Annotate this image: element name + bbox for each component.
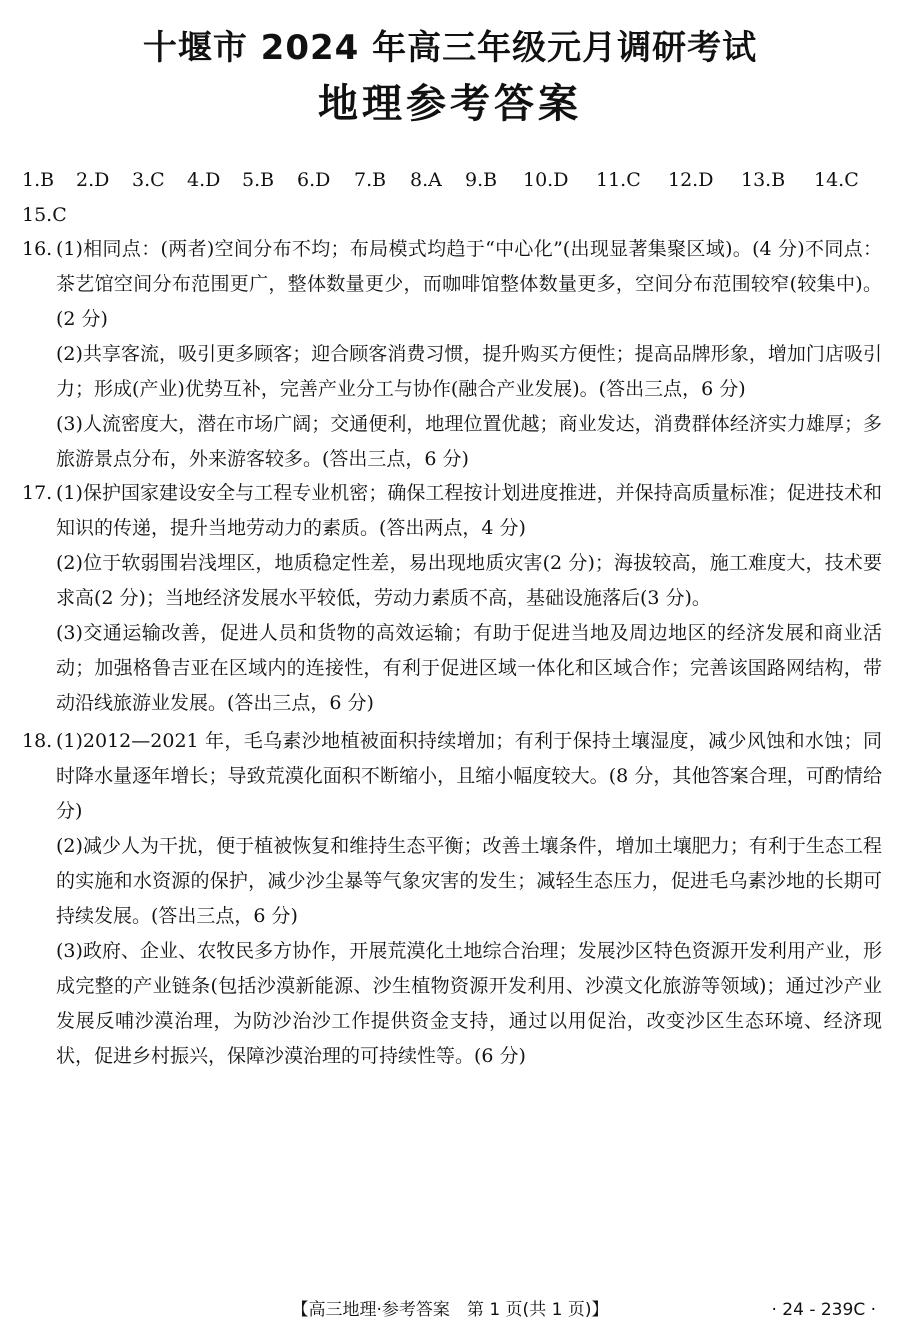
- question-18: [22, 724, 882, 1074]
- document-code: · 24 - 239C ·: [771, 1300, 876, 1320]
- multiple-choice-answers-row-1: [22, 166, 882, 194]
- answer-paragraph: (2)共享客流，吸引更多顾客；迎合顾客消费习惯，提升购买方便性；提高品牌形象，增加门店吸引力；形成(产业)优势互补，完善产业分工与协作(融合产业发展)。(答出三点，6 分): [56, 343, 882, 400]
- mc-answer: 5.B: [242, 169, 275, 191]
- answer-paragraph: (1)保护国家建设安全与工程专业机密；确保工程按计划进度推进，并保持高质量标准；促进技术和知识的传递，提升当地劳动力的素质。(答出两点，4 分): [56, 482, 882, 539]
- mc-answer: 2.D: [76, 169, 110, 191]
- multiple-choice-answers-row-2: [22, 201, 882, 229]
- question-16: [22, 232, 882, 477]
- mc-answer: 10.D: [523, 169, 569, 191]
- mc-answer: 1.B: [22, 169, 55, 191]
- answer-paragraph: (3)人流密度大，潜在市场广阔；交通便利，地理位置优越；商业发达，消费群体经济实力雄厚；多旅游景点分布，外来游客较多。(答出三点，6 分): [56, 413, 882, 470]
- answer-paragraph: (3)交通运输改善，促进人员和货物的高效运输；有助于促进当地及周边地区的经济发展和商业活动；加强格鲁吉亚在区域内的连接性，有利于促进区域一体化和区域合作；完善该国路网结构，带动沿线旅游业发展。(答出三点，6 分): [56, 622, 882, 714]
- question-number: 17.: [22, 482, 53, 504]
- page-footer: 【高三地理·参考答案 第 1 页(共 1 页)】: [291, 1300, 609, 1320]
- mc-answer: 8.A: [410, 169, 442, 191]
- mc-answer: 7.B: [354, 169, 387, 191]
- answer-key-title: 地理参考答案: [318, 81, 582, 127]
- question-number: 16.: [22, 238, 53, 260]
- answer-paragraph: (1)2012—2021 年，毛乌素沙地植被面积持续增加；有利于保持土壤湿度，减少风蚀和水蚀；同时降水量逐年增长；导致荒漠化面积不断缩小，且缩小幅度较大。(8 分，其他答案合理，可酌情给分): [56, 730, 882, 822]
- mc-answer: 3.C: [132, 169, 165, 191]
- mc-answer: 12.D: [668, 169, 714, 191]
- answer-paragraph: (1)相同点：(两者)空间分布不均；布局模式均趋于“中心化”(出现显著集聚区域)。(4 分)不同点：茶艺馆空间分布范围更广，整体数量更少，而咖啡馆整体数量更多，空间分布范围较窄(较集中)。(2 分): [56, 238, 882, 330]
- mc-answer: 4.D: [187, 169, 221, 191]
- exam-title: 十堰市 2024 年高三年级元月调研考试: [142, 28, 758, 68]
- question-number: 18.: [22, 730, 53, 752]
- mc-answer: 9.B: [465, 169, 498, 191]
- mc-answer: 6.D: [297, 169, 331, 191]
- mc-answer: 14.C: [814, 169, 859, 191]
- question-17: [22, 476, 882, 721]
- mc-answer: 15.C: [22, 204, 67, 226]
- mc-answer: 11.C: [596, 169, 641, 191]
- mc-answer: 13.B: [741, 169, 786, 191]
- answer-paragraph: (2)位于软弱围岩浅埋区，地质稳定性差，易出现地质灾害(2 分)；海拔较高，施工难度大，技术要求高(2 分)；当地经济发展水平较低，劳动力素质不高，基础设施落后(3 分)。: [56, 552, 882, 609]
- answer-paragraph: (2)减少人为干扰，便于植被恢复和维持生态平衡；改善土壤条件，增加土壤肥力；有利于生态工程的实施和水资源的保护，减少沙尘暴等气象灾害的发生；减轻生态压力，促进毛乌素沙地的长期可持续发展。(答出三点，6 分): [56, 835, 882, 927]
- answer-paragraph: (3)政府、企业、农牧民多方协作，开展荒漠化土地综合治理；发展沙区特色资源开发利用产业，形成完整的产业链条(包括沙漠新能源、沙生植物资源开发利用、沙漠文化旅游等领域)；通过沙产业发展反哺沙漠治理，为防沙治沙工作提供资金支持，通过以用促治，改变沙区生态环境、经济现状，促进乡村振兴，保障沙漠治理的可持续性等。(6 分): [56, 940, 882, 1067]
